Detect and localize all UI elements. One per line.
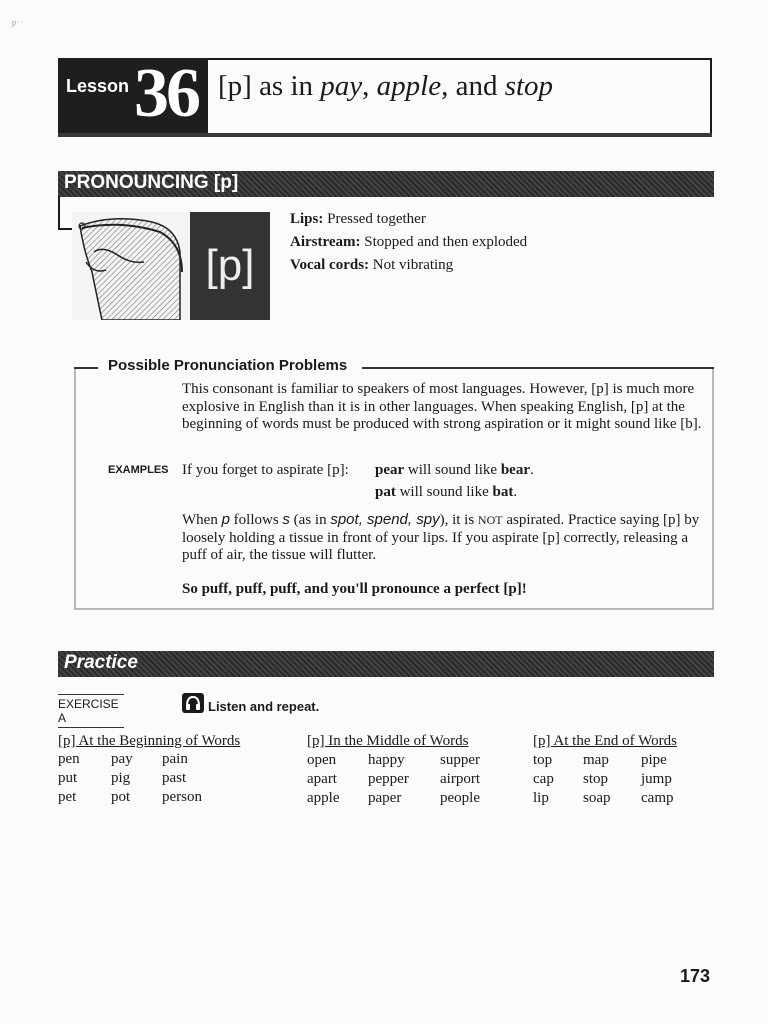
practice-heading: Practice [64, 652, 138, 673]
word: top [533, 752, 553, 768]
problems-paragraph: This consonant is familiar to speakers of most languages. However, [p] is much more explosive in English than it is in other languages. When speaking English, [p] at the beginning of words must be produced with strong aspiration or it might sound like [b]. [182, 381, 702, 432]
page-number: 173 [680, 966, 711, 986]
problems-rule-left [74, 367, 98, 369]
phoneme-symbol: [p] [190, 212, 270, 320]
word: past [162, 770, 187, 786]
word: pay [111, 751, 133, 767]
lesson-underline [58, 133, 712, 137]
column-heading-end: [p] At the End of Words [533, 733, 677, 749]
column-heading-beginning: [p] At the Beginning of Words [58, 733, 241, 749]
headphones-icon [182, 693, 204, 713]
word: soap [583, 790, 611, 806]
scan-mark: p· · [12, 18, 24, 27]
word: jump [641, 771, 672, 787]
word: pig [111, 770, 131, 786]
pronouncing-heading: PRONOUNCING [p] [64, 172, 239, 193]
example-2: pat will sound like bat. [375, 484, 518, 500]
word: supper [440, 752, 480, 768]
lesson-number: 36 [134, 55, 198, 132]
tissue-paragraph: When p follows s (as in spot, spend, spy), it is NOT aspirated. Practice saying [p] by loosely holding a tissue in front of your lips. If you aspirate [p] correctly, releasing a puff of air, the tissue will flutter. [182, 511, 700, 563]
word: person [162, 789, 202, 805]
exercise-instruction: Listen and repeat. [208, 699, 320, 714]
word: open [307, 752, 337, 768]
tagline: So puff, puff, puff, and you'll pronounce a perfect [p]! [182, 581, 527, 597]
feature-vocal-cords: Vocal cords: Not vibrating [290, 257, 454, 273]
word: stop [583, 771, 609, 787]
column-heading-middle: [p] In the Middle of Words [307, 733, 469, 749]
word: apart [307, 771, 337, 787]
word: put [58, 770, 78, 786]
practice-bar [58, 651, 714, 677]
word: map [583, 752, 609, 768]
word: camp [641, 790, 674, 806]
exercise-label: EXERCISE A [58, 694, 124, 728]
lesson-label: Lesson [66, 76, 130, 96]
lesson-title: [p] as in pay, apple, and stop [218, 70, 554, 102]
word: pen [58, 751, 80, 767]
word: paper [368, 790, 402, 806]
word: cap [533, 771, 554, 787]
feature-airstream: Airstream: Stopped and then exploded [290, 234, 528, 250]
example-intro: If you forget to aspirate [p]: [182, 462, 349, 478]
word: happy [368, 752, 405, 768]
examples-label: EXAMPLES [108, 464, 169, 476]
word: pepper [368, 771, 409, 787]
word: pot [111, 789, 131, 805]
word: people [440, 790, 480, 806]
feature-lips: Lips: Pressed together [290, 211, 426, 227]
word: apple [307, 790, 340, 806]
word: airport [440, 771, 480, 787]
word: lip [533, 790, 549, 806]
problems-rule-right [362, 367, 714, 369]
word: pain [162, 751, 188, 767]
word: pet [58, 789, 77, 805]
problems-heading: Possible Pronunciation Problems [108, 357, 351, 374]
example-1: pear will sound like bear. [375, 462, 534, 478]
word: pipe [641, 752, 667, 768]
